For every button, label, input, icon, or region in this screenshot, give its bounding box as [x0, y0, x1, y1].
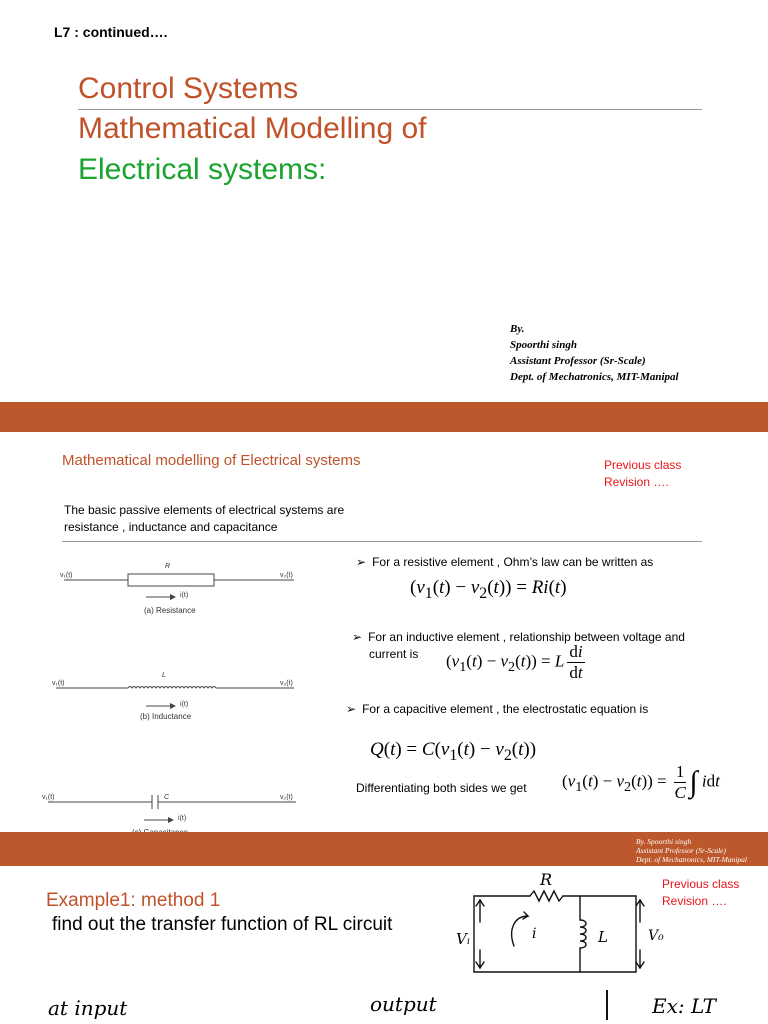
bullet-resistive-text: For a resistive element , Ohm’s law can be written as: [372, 555, 654, 569]
handwritten-output: output: [370, 992, 437, 1016]
circuit-label-i: i: [532, 926, 537, 942]
rl-circuit-sketch: [450, 870, 660, 980]
cap-v2-label: v₂(t): [280, 794, 293, 801]
circuit-label-vi: Vᵢ: [456, 930, 470, 948]
element-figure: [34, 544, 304, 842]
example-subtitle: find out the transfer function of RL circuit: [52, 914, 393, 935]
handwritten-at-input: at input: [48, 996, 128, 1020]
ind-v1-label: v₁(t): [52, 680, 65, 687]
slide-2-credit: [636, 837, 747, 864]
slide-2-heading: Mathematical modelling of Electrical systems: [62, 452, 361, 469]
intro-line1: The basic passive elements of electrical systems are: [64, 503, 345, 517]
previous-class-line1: Previous class: [662, 877, 740, 891]
res-caption: (a) Resistance: [144, 606, 196, 615]
slide-2: [0, 432, 768, 832]
bullet-capacitive-text: For a capacitive element , the electrostatic equation is: [362, 702, 649, 716]
equation-integral: $(v_1(t) - v_2(t))$ = $\frac{1}{C}$ ∫ idt: [562, 762, 720, 802]
previous-class-line2: Revision ….: [662, 894, 727, 908]
continued-label: L7 : continued….: [54, 24, 168, 40]
ind-v2-label: v₂(t): [280, 680, 293, 687]
intro-line2: resistance , inductance and capacitance: [64, 520, 278, 534]
author-block: [510, 321, 679, 385]
equation-inductor: $(v_1(t) - v_2(t)) = L$ $\frac{di}{dt}$: [446, 642, 583, 682]
previous-class-note-2: [662, 876, 739, 910]
slide-separator-band: [0, 402, 768, 432]
credit-line2: Assistant Professor (Sr-Scale): [636, 846, 726, 855]
res-i-label: i(t): [180, 592, 189, 599]
res-v2-label: v₂(t): [280, 572, 293, 579]
bullet-arrow-icon: ➢: [352, 630, 363, 644]
circuit-label-vo: V₀: [648, 928, 664, 944]
differentiating-text: Differentiating both sides we get: [356, 781, 527, 795]
bullet-inductive-text2: current is: [369, 647, 419, 661]
equation-ohm: $(v_1(t) - v_2(t)) = Ri(t)$: [410, 577, 567, 602]
slide-title-line2: Mathematical Modelling of: [78, 112, 427, 145]
section-divider: [62, 541, 702, 542]
title-divider: [78, 109, 702, 110]
bullet-inductive-text1: For an inductive element , relationship between voltage and: [368, 630, 685, 644]
handwritten-ex-lt: Ex: LT: [652, 994, 716, 1018]
previous-class-line2: Revision ….: [604, 475, 669, 489]
handwritten-bracket: [606, 990, 608, 1020]
slide-1: [0, 0, 768, 402]
slide-3: [0, 866, 768, 1024]
previous-class-line1: Previous class: [604, 458, 682, 472]
author-dept: Dept. of Mechatronics, MIT-Manipal: [510, 371, 679, 383]
author-by: By.: [510, 323, 525, 335]
res-v1-label: v₁(t): [60, 572, 73, 579]
res-element-label: R: [165, 563, 171, 570]
bullet-capacitive: [346, 702, 648, 716]
equation-capacitor: $Q(t) = C(v_1(t) - v_2(t))$: [370, 739, 537, 764]
cap-i-label: i(t): [178, 815, 187, 822]
circuit-label-r: R: [540, 870, 553, 889]
credit-line3: Dept. of Mechatronics, MIT-Manipal: [636, 855, 748, 864]
ind-caption: (b) Inductance: [140, 712, 192, 721]
cap-v1-label: v₁(t): [42, 794, 55, 801]
author-name: Spoorthi singh: [510, 339, 577, 351]
slide-title-line1: Control Systems: [78, 72, 299, 105]
credit-line1: By. Spoorthi singh: [636, 837, 692, 846]
example-title: Example1: method 1: [46, 890, 221, 911]
author-title: Assistant Professor (Sr-Scale): [510, 355, 646, 367]
slide-title-line3: Electrical systems:: [78, 153, 327, 186]
circuit-label-l: L: [598, 928, 608, 946]
bullet-resistive: [356, 555, 653, 569]
bullet-arrow-icon: ➢: [356, 555, 367, 569]
intro-text: [64, 502, 344, 536]
ind-element-label: L: [162, 672, 166, 679]
bullet-arrow-icon: ➢: [346, 702, 357, 716]
ind-i-label: i(t): [180, 701, 189, 708]
previous-class-note: [604, 457, 681, 491]
slide-separator-band-2: [0, 832, 768, 866]
cap-element-label: C: [164, 794, 170, 801]
